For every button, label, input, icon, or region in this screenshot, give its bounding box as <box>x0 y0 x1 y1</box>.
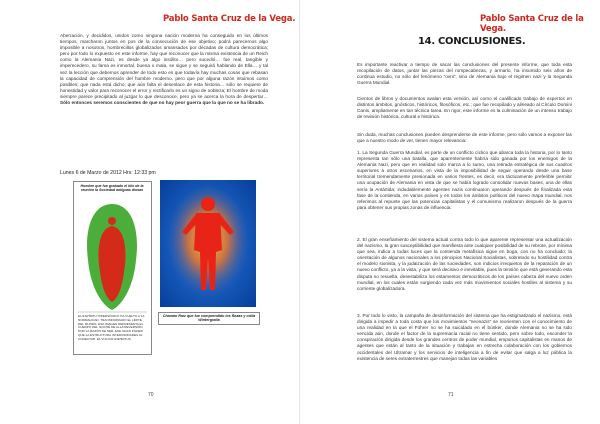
red-figure-illustration <box>160 180 256 307</box>
red-figure-image <box>160 180 256 307</box>
poster-caption-text: EL ESPÍRITU HIPERSÓNICO HA VUELTO A LA NORMALIDAD, TRANSFORMADO EL LÍMITE DEL MUNDO. ESA IMAGEN REPRESENTA EL CUERPO DEL GOCHÉ DE ALLA REVERSIÓN POR LA RAZÓN DE SER, ESE GRAN PODER QUE LA ESTRUCTURA INTERIORIDADES AL CONECTAR. ÉL VULTUR ESPIRITUS <box>78 314 145 341</box>
left-body-text: Aberración, y decididos, unidos como ninguna nación moderna ha conseguido en los últimos tiempos, marcharon juntos en pos de la consecución de ese objetivo; podrá parecernos algo imposible a nosotros, hombrecillos globalizados amansados por décadas de cultura democrática; pero por todo lo expuesto en este informe, hay que reconocer que la misma existencia de un Reich como la Alemania Nazi, es desde ya algo insólito… pero sucedió… fue real, tangible y imperecedero, su fama es inmortal, buena o mala, se sigue y se seguirá hablando de Ella… y tal vez la lección que debemos aprender de todo esto es que todavía hay muchas cosas que rebasan la capacidad de comprensión del hombre moderno, pero que por alguna razón intuimos como posibles; que nada está dicho; que aún falta el desenlace de esta historia… sólo se requiere de honestidad y valor para reconocer el error y rectificarlo es un signo de nobleza; El hombre de moda siempre parece precipitado al juzgar lo que desconoce, pero ya se acerca la hora de despertar… <box>60 33 268 99</box>
conclusion-item-1: 1. La Segunda Guerra Mundial, es parte de un conflicto cíclico que abarca toda la historia, por lo tanto representa tan sólo una batalla, que aparentemente habría sido ganada por los enemigos de la Alemania Nazi, pero que en realidad solo marca a lo sumo, una retirada estratégica de sus cuadros superiores a otros escenarios, en vista de la imposibilidad de seguir operando desde una base territorial tremendamente presionada en varios frentes, es decir, era tácticamente preferible permitir una ocupación de Alemania en vista de que se había logrado consolidar nuevas bases, una de ellas sería la Antártida; indudablemente agentes nazis continuaron operando después de finalizada esta fase de la contienda, en varios países y en todos los ámbitos políticos del nuevo mapa mundial, nos referimos al repunte que las potencias capitalistas y el comunismo realizaron después de la guerra para obtener sus propias zonas de influencia. <box>357 150 572 210</box>
left-page-body <box>60 33 268 106</box>
poster-image <box>73 181 152 355</box>
conclusions-para-2: Cientos de libros y documentos avalan esta versión, así como el cualificado trabajo de expertos en distintos ámbitos, gnósticos, históricos, filosóficos, etc.; que fue recopilado y alineado al Círculo Domini Canis, ampliamente en tan técnica tarea. En rigor, este informe es la culminación de un intenso trabajo de revisión histórica, cultural e histórica. <box>357 96 572 120</box>
conclusion-item-3: 3. Por todo lo visto, la campaña de desinformación del sistema que ha estigmatizado el nazismo, está dirigida a impedir a toda costa que los movimientos "neonazis" se reorienten con el conocimiento de una realidad en la que el Führer no se ha suicidado en el búnker, donde Alemania no se ha sido vencida aún, donde el factor de la supremacía racial no tiene sentido, pero sobre todo, esconder la conspiración dirigida desde los grandes centros de poder mundial, emporios capitalistas en manos de agentes que están al tanto de la situación y trabajan en estrecha colaboración con los gobiernos occidentales del Ultramar y los servicios de inteligencia a fin de evitar que salga a luz pública la existencia de seres extraterrestres que manejan todas las variables <box>357 313 572 361</box>
conclusions-para-3: Sin duda, muchas conclusiones pueden desprenderse de este informe, pero sólo vamos a exponer las que a nuestro modo de ver, tienen mayor relevancia: <box>357 132 572 144</box>
date-caption: Lunes 6 de Marzo de 2012 Hrs: 12:33 pm <box>60 170 156 176</box>
left-page-header: Pablo Santa Cruz de la Vega. <box>163 14 296 24</box>
conclusion-item-2: 2. El gran enseñamiento del sistema actual contra todo lo que aparente representar una actualización del nazismo, la gran susceptibilidad que manifiesta ante cualquier posibilidad de su rebrote, por mínima que sea, indica a todas luces que la contienda metafísica sigue en boga, con no ha concluido; la orientación de algunos nacionales a los principios Nacional Socialistas, sobretodo su hostilidad contra el modelo sionista, y la judaización de las sociedades, son indicios irrequietos de la reparación de un nuevo conflicto, ya a la vista, y que será decisivo e inevitable, pues la tensión que está generando esta disputa no resuelta, desestabiliza los estamentos democráticos de los países cabeza del nuevo orden mundial, en los cuales están surgiendo cada vez más movimientos sociales hostiles al sistema y su corriente globalizadora. <box>357 237 572 291</box>
chapter-title: 14. CONCLUSIONES. <box>418 36 526 47</box>
left-body-emphasis: Sólo entonces seremos conscientes de que no hay peor guerra que la que no se ha librado. <box>60 100 265 106</box>
right-page-number: 71 <box>448 392 454 398</box>
head-circle <box>108 217 116 225</box>
right-page <box>300 0 600 424</box>
conclusions-para-1: Es importante reactivar a tiempo de sacar las conclusiones del presente informe, que toda esta recopilación de datos, juntar las piezas del rompecabezas, y armarlo, ha insumido seis años de continua estudio, no sólo del fenómeno “ovni”, sino de Alemania bajo el régimen nazi y la Segunda Guerra Mundial. <box>357 62 572 86</box>
left-page-number: 70 <box>148 392 154 398</box>
right-page-header: Pablo Santa Cruz de la Vega. <box>480 14 584 34</box>
figure-head <box>201 197 215 211</box>
poster-title: Hombre que fue grabado el kilo de la reunión la Sociedad antiguas diosas <box>80 184 144 193</box>
figure-caption: Chamán Raíz que fue comprendido los Razas y orilla Wintergratia <box>158 312 260 325</box>
